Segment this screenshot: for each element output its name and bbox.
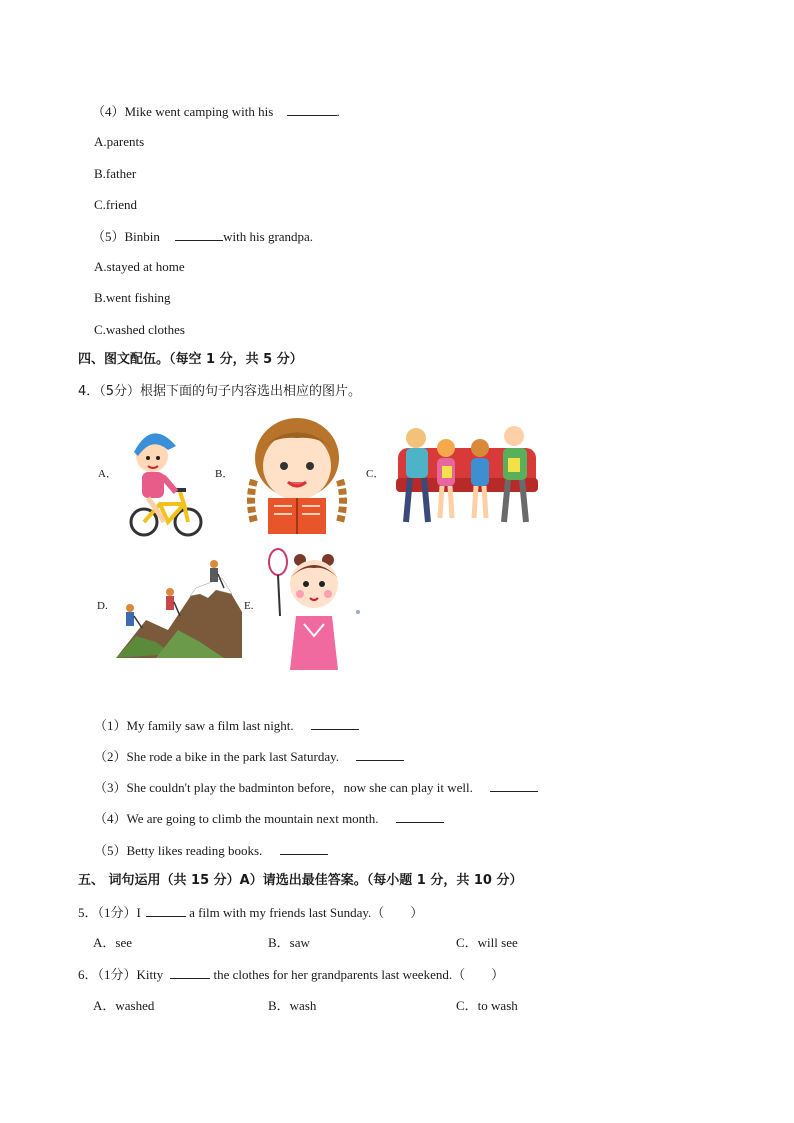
girl-riding-bike-image [118, 412, 208, 538]
sentence-3: （3）She couldn't play the badminton before，now she can play it well. [94, 779, 538, 796]
family-watching-film-image [396, 418, 538, 526]
answer-blank[interactable] [170, 966, 210, 979]
option-b[interactable]: B．wash [268, 998, 317, 1013]
option-b[interactable]: B．saw [268, 935, 310, 950]
option-c[interactable]: C．will see [456, 935, 518, 950]
answer-blank[interactable] [280, 842, 328, 855]
option-b[interactable]: B.father [94, 166, 137, 181]
answer-blank[interactable] [287, 103, 337, 116]
question-6-stem: 6．（1分）Kitty the clothes for her grandparents last weekend.（ ） [78, 967, 505, 982]
answer-blank[interactable] [490, 779, 538, 792]
option-a[interactable]: A．see [93, 935, 132, 950]
answer-blank[interactable] [175, 228, 223, 241]
option-c[interactable]: C.washed clothes [94, 322, 185, 337]
option-a[interactable]: A.stayed at home [94, 259, 185, 274]
section-5-heading: 五、 词句运用（共 15 分）A）请选出最佳答案。（每小题 1 分，共 10 分） [78, 873, 523, 888]
question-5-stem: （5）Binbin with his grandpa. [92, 229, 314, 244]
picture-label-a: A． [98, 468, 117, 480]
option-a[interactable]: A.parents [94, 134, 145, 149]
sentence-1: （1）My family saw a film last night. [94, 717, 359, 734]
picture-label-b: B． [215, 468, 234, 480]
answer-blank[interactable] [146, 904, 186, 917]
picture-label-c: C． [366, 468, 385, 480]
question-4-prompt: 4．（5分）根据下面的句子内容选出相应的图片。 [78, 384, 362, 399]
option-a[interactable]: A．washed [93, 998, 155, 1013]
section-4-heading: 四、图文配伍。（每空 1 分，共 5 分） [78, 352, 303, 367]
answer-blank[interactable] [311, 717, 359, 730]
sentence-4: （4）We are going to climb the mountain next month. [94, 810, 444, 827]
option-c[interactable]: C.friend [94, 197, 137, 212]
girl-badminton-image [266, 546, 362, 672]
question-4-stem: （4）Mike went camping with his . [92, 104, 340, 119]
girl-reading-book-image [240, 410, 354, 538]
picture-label-e: E. [244, 600, 254, 612]
sentence-2: （2）She rode a bike in the park last Saturday. [94, 748, 404, 765]
answer-blank[interactable] [396, 810, 444, 823]
option-c[interactable]: C．to wash [456, 998, 518, 1013]
mountain-climbing-image [116, 558, 242, 662]
picture-label-d: D. [97, 600, 108, 612]
sentence-5: （5）Betty likes reading books. [94, 842, 328, 859]
question-5-stem: 5．（1分）I a film with my friends last Sunday.（ ） [78, 905, 424, 920]
option-b[interactable]: B.went fishing [94, 290, 171, 305]
answer-blank[interactable] [356, 748, 404, 761]
